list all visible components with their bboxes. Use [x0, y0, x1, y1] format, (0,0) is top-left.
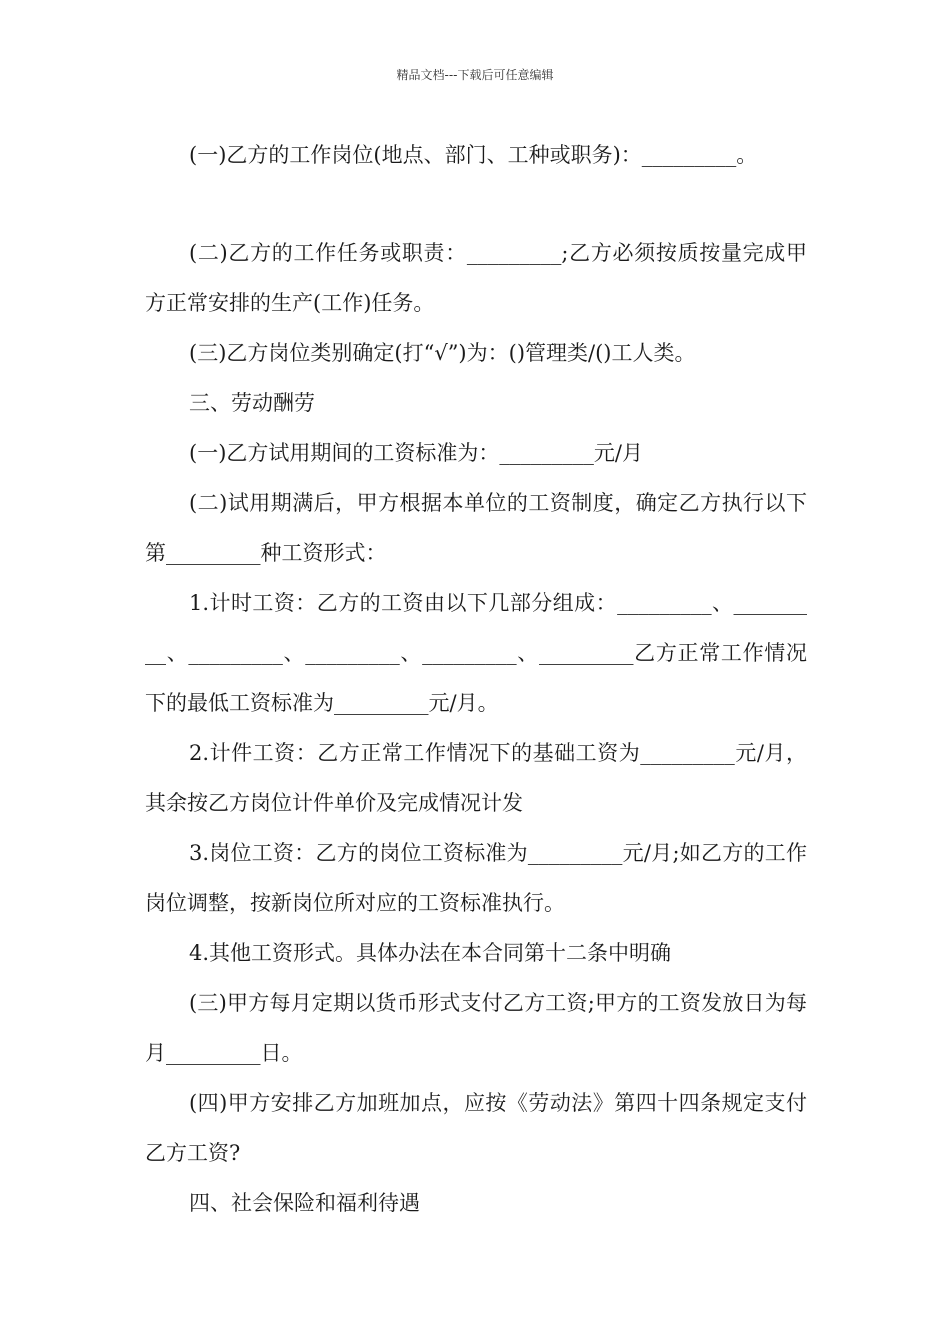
paragraph-overtime: (四)甲方安排乙方加班加点，应按《劳动法》第四十四条规定支付乙方工资? [145, 1091, 807, 1165]
paragraph-post-wage: 3.岗位工资：乙方的岗位工资标准为_________元/月;如乙方的工作岗位调整，按新岗位所对应的工资标准执行。 [145, 841, 807, 915]
paragraph-piece-wage: 2.计件工资：乙方正常工作情况下的基础工资为_________元/月，其余按乙方岗位计件单价及完成情况计发 [145, 741, 807, 815]
section-heading-remuneration: 三、劳动酬劳 [189, 391, 315, 415]
section-heading-social-insurance: 四、社会保险和福利待遇 [189, 1191, 420, 1215]
document-body [145, 130, 807, 1228]
page-header: 精品文档---下载后可任意编辑 [396, 68, 554, 82]
paragraph-time-wage: 1.计时工资：乙方的工资由以下几部分组成：_________、_________、_________、_________、_________、_________乙方正常工作情况下的最低工资标准为_________元/月。 [145, 591, 807, 715]
paragraph-probation-wage: (一)乙方试用期间的工资标准为：_________元/月 [189, 441, 643, 465]
paragraph-other-wage: 4.其他工资形式。具体办法在本合同第十二条中明确 [189, 941, 672, 965]
paragraph-payment-date: (三)甲方每月定期以货币形式支付乙方工资;甲方的工资发放日为每月_________日。 [145, 991, 807, 1065]
paragraph-job-category: (三)乙方岗位类别确定(打“√”)为：()管理类/()工人类。 [189, 341, 696, 365]
paragraph-job-position: (一)乙方的工作岗位(地点、部门、工种或职务)：_________。 [189, 143, 758, 167]
paragraph-job-duties: (二)乙方的工作任务或职责：_________;乙方必须按质按量完成甲方正常安排的生产(工作)任务。 [145, 241, 807, 315]
paragraph-wage-form: (二)试用期满后，甲方根据本单位的工资制度，确定乙方执行以下第_________种工资形式： [145, 491, 807, 565]
